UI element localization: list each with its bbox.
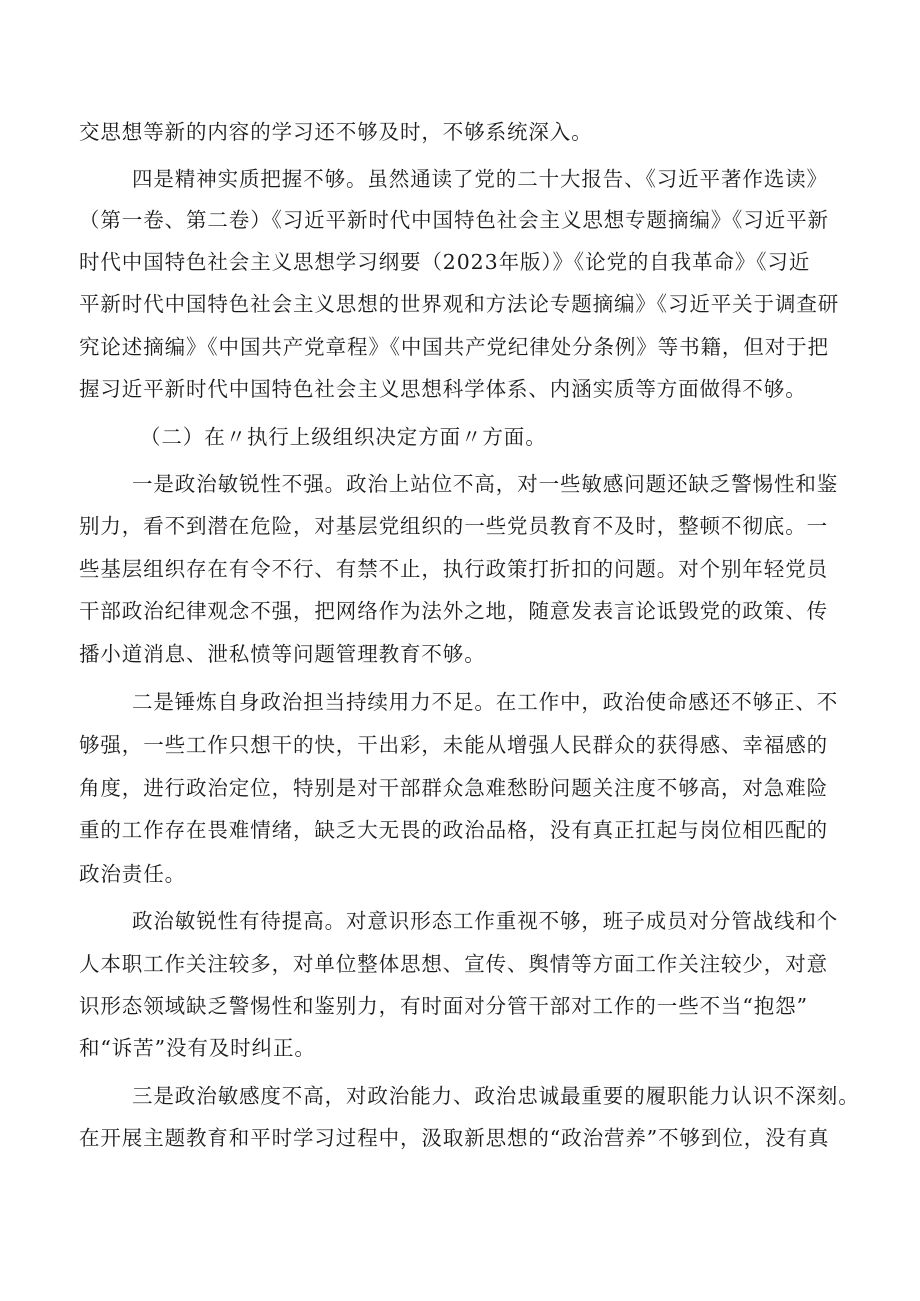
text-line: 些基层组织存在有令不行、有禁不止，执行政策打折扣的问题。对个别年轻党员 [79, 557, 828, 581]
text-line: 识形态领域缺乏警惕性和鉴别力，有时面对分管干部对工作的一些不当“抱怨” [79, 994, 808, 1018]
text-line: （第一卷、第二卷）《习近平新时代中国特色社会主义思想专题摘编》《习近平新 [79, 208, 829, 232]
text-line: 一是政治敏锐性不强。政治上站位不高，对一些敏感问题还缺乏警惕性和鉴 [132, 472, 839, 496]
text-line: 政治敏锐性有待提高。对意识形态工作重视不够，班子成员对分管战线和个 [132, 909, 839, 933]
text-line: 四是精神实质把握不够。虽然通读了党的二十大报告、《习近平著作选读》 [132, 167, 828, 191]
text-line: 握习近平新时代中国特色社会主义思想科学体系、内涵实质等方面做得不够。 [79, 377, 807, 401]
text-line: 角度，进行政治定位，特别是对干部群众急难愁盼问题关注度不够高，对急难险 [79, 776, 828, 800]
text-line: 和“诉苦”没有及时纠正。 [79, 1036, 316, 1060]
text-line: 在开展主题教育和平时学习过程中，汲取新思想的“政治营养”不够到位，没有真 [79, 1126, 830, 1150]
text-line: 二是锤炼自身政治担当持续用力不足。在工作中，政治使命感还不够正、不 [132, 690, 839, 714]
text-line: 平新时代中国特色社会主义思想的世界观和方法论专题摘编》《习近平关于调查研 [79, 292, 840, 316]
text-line: 三是政治敏感度不高，对政治能力、政治忠诚最重要的履职能力认识不深刻。 [132, 1084, 860, 1108]
text-line: 交思想等新的内容的学习还不够及时，不够系统深入。 [79, 120, 593, 144]
text-line: 时代中国特色社会主义思想学习纲要（2023年版）》《论党的自我革命》《习近 [79, 250, 811, 274]
section-heading: （二）在〃执行上级组织决定方面〃方面。 [140, 425, 547, 449]
text-line: 干部政治纪律观念不强，把网络作为法外之地，随意发表言论诋毁党的政策、传 [79, 599, 828, 623]
text-line: 播小道消息、泄私愤等问题管理教育不够。 [79, 642, 486, 666]
text-line: 人本职工作关注较多，对单位整体思想、宣传、舆情等方面工作关注较少，对意 [79, 952, 828, 976]
text-line: 重的工作存在畏难情绪，缺乏大无畏的政治品格，没有真正扛起与岗位相匹配的 [79, 818, 828, 842]
text-line: 别力，看不到潜在危险，对基层党组织的一些党员教育不及时，整顿不彻底。一 [79, 514, 828, 538]
text-line: 究论述摘编》《中国共产党章程》《中国共产党纪律处分条例》等书籍，但对于把 [79, 335, 829, 359]
text-line: 政治责任。 [79, 862, 186, 886]
text-line: 够强，一些工作只想干的快，干出彩，未能从增强人民群众的获得感、幸福感的 [79, 733, 828, 757]
